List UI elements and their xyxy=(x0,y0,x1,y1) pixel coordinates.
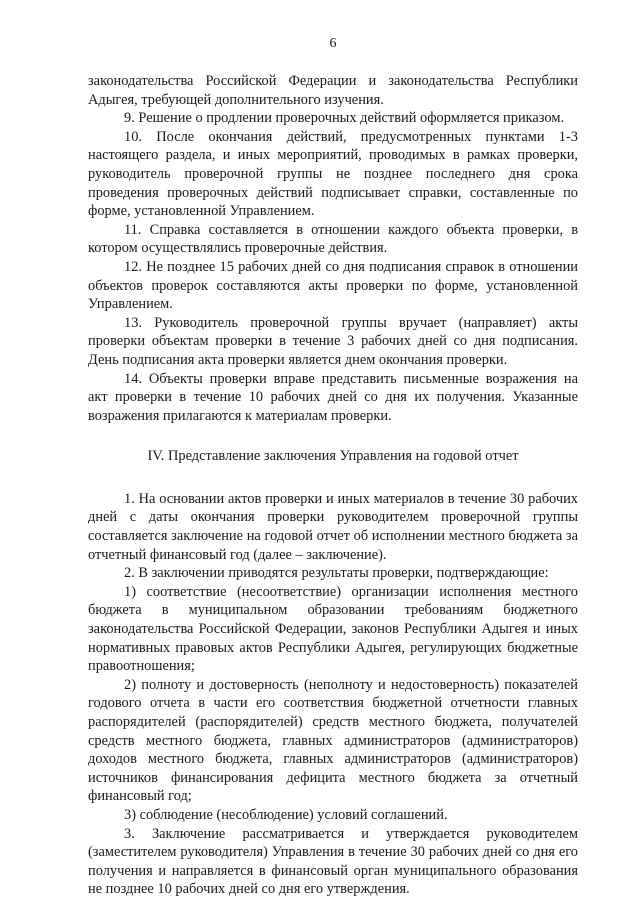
paragraph-item-3: 3. Заключение рассматривается и утверждается руководителем (заместителем руководителя) Управления в течение 30 рабочих дней со дня его получения и направляется в финансовый орган муниципального образования не позднее 10 рабочих дней со дня его утверждения. xyxy=(88,825,578,898)
paragraph-item-12: 12. Не позднее 15 рабочих дней со дня подписания справок в отношении объектов проверок составляются акты проверки по форме, установленной Управлением. xyxy=(88,258,578,313)
paragraph-item-9: 9. Решение о продлении проверочных действий оформляется приказом. xyxy=(124,110,565,127)
paragraph-item-13: 13. Руководитель проверочной группы вручает (направляет) акты проверки объектам проверки в течение 3 рабочих дней со дня подписания. День подписания акта проверки является днем окончания проверки. xyxy=(88,314,578,368)
paragraph-item-11: 11. Справка составляется в отношении каждого объекта проверки, в котором осуществлялись проверочные действия. xyxy=(88,221,578,257)
document-page xyxy=(88,36,578,899)
paragraph-item-2: 2. В заключении приводятся результаты проверки, подтверждающие: xyxy=(124,565,549,582)
paragraph-subitem-1: 1) соответствие (несоответствие) организации исполнения местного бюджета в муниципальном образовании требованиям бюджетного законодательства Российской Федерации, законов Республики Адыгея и иных нормативных правовых актов Республики Адыгея, регулирующих бюджетные правоотношения; xyxy=(88,583,578,675)
paragraph-item-1: 1. На основании актов проверки и иных материалов в течение 30 рабочих дней с даты окончания проверки руководителем проверочной группы составляется заключение на годовой отчет об исполнении местного бюджета за отчетный финансовый год (далее – заключение). xyxy=(88,490,578,563)
paragraph-subitem-2: 2) полноту и достоверность (неполноту и недостоверность) показателей годового отчета в части его соответствия бюджетной отчетности главных распорядителей (распорядителей) средств местного бюджета, получателей средств местного бюджета, главных администраторов (администраторов) доходов местного бюджета, главных администраторов (администраторов) источников финансирования дефицита местного бюджета за отчетный финансовый год; xyxy=(88,676,578,805)
paragraph-subitem-3: 3) соблюдение (несоблюдение) условий соглашений. xyxy=(124,806,448,823)
section-title: IV. Представление заключения Управления на годовой отчет xyxy=(147,448,519,465)
paragraph-item-14: 14. Объекты проверки вправе представить письменные возражения на акт проверки в течение 10 рабочих дней со дня их получения. Указанные возражения прилагаются к материалам проверки. xyxy=(88,370,578,424)
paragraph-continuation: законодательства Российской Федерации и законодательства Республики Адыгея, требующей дополнительного изучения. xyxy=(88,73,578,108)
paragraph-item-10: 10. После окончания действий, предусмотренных пунктами 1-3 настоящего раздела, и иных мероприятий, проводимых в рамках проверки, руководитель проверочной группы не позднее последнего дня срока проведения проверочных действий подписывает справки, составленные по форме, установленной Управлением. xyxy=(88,128,578,220)
page-number: 6 xyxy=(329,36,337,51)
